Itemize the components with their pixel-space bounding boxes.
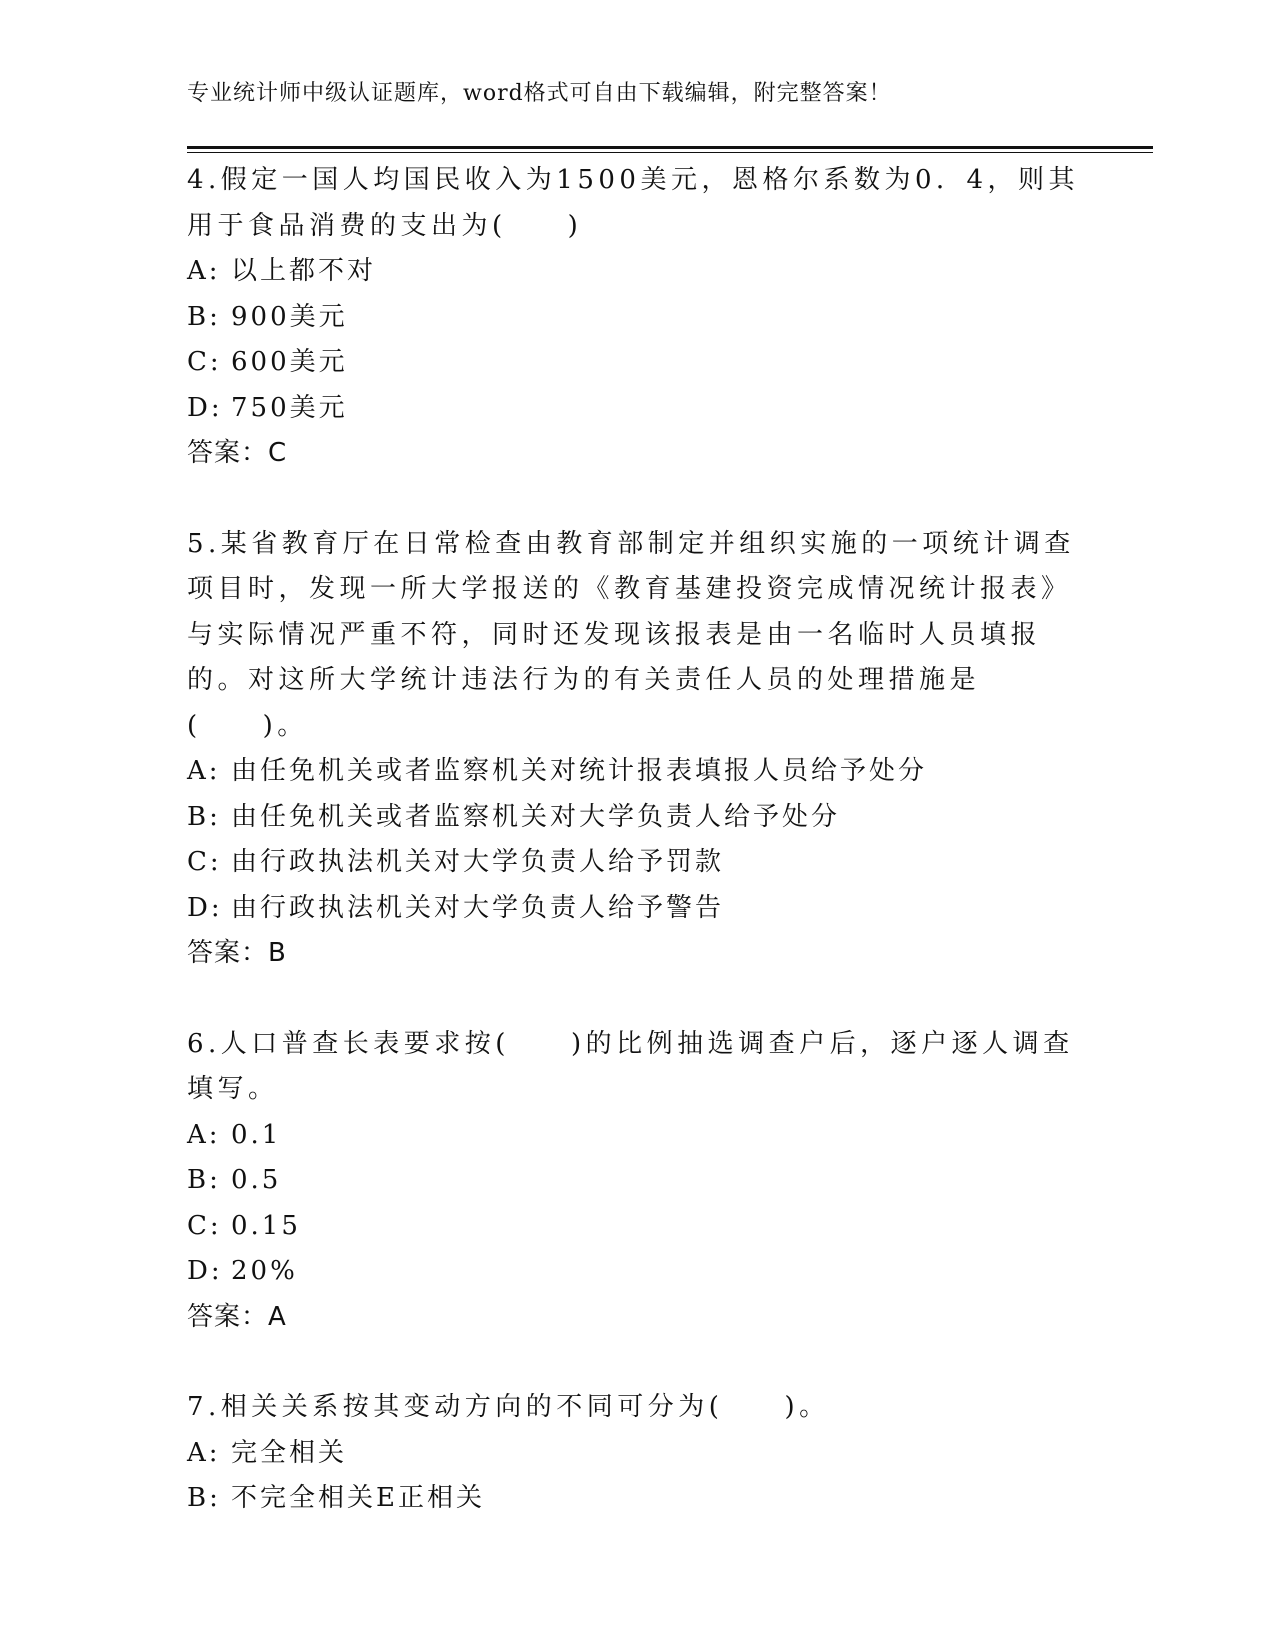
option-key: A: <box>187 756 221 786</box>
option-text: 750美元 <box>231 392 348 423</box>
question-stem: 7.相关关系按其变动方向的不同可分为( )。 <box>187 1392 830 1422</box>
answer-line: 答案：B <box>187 938 287 968</box>
header-rule-thin <box>187 152 1153 153</box>
option-c <box>187 340 1087 386</box>
option-text: 0.1 <box>231 1119 282 1150</box>
option-text: 600美元 <box>231 347 348 377</box>
option-text: 完全相关 <box>231 1437 348 1468</box>
option-a <box>187 1431 1087 1477</box>
answer-line: 答案：C <box>187 438 288 468</box>
option-text: 不完全相关E正相关 <box>231 1483 485 1513</box>
option-key: A: <box>187 1437 221 1468</box>
option-text: 由任免机关或者监察机关对大学负责人给予处分 <box>231 801 841 832</box>
answer-line: 答案：A <box>187 1301 287 1332</box>
option-key: C: <box>187 1210 222 1241</box>
option-c <box>187 1204 1087 1250</box>
option-text: 以上都不对 <box>231 256 377 286</box>
question-stem: 5.某省教育厅在日常检查由教育部制定并组织实施的一项统计调查项目时，发现一所大学报送的《教育基建投资完成情况统计报表》与实际情况严重不符，同时还发现该报表是由一名临时人员填报的。对这所大学统计违法行为的有关责任人员的处理措施是( )。 <box>187 528 1075 741</box>
option-key: A: <box>187 256 221 286</box>
option-d <box>187 386 1087 432</box>
option-key: C: <box>187 847 222 877</box>
option-text: 900美元 <box>231 301 348 332</box>
option-d <box>187 1249 1087 1295</box>
option-text: 由行政执法机关对大学负责人给予罚款 <box>231 847 725 877</box>
option-text: 0.5 <box>231 1165 282 1195</box>
option-a <box>187 249 1087 295</box>
question-6 <box>187 1022 1087 1341</box>
option-key: B: <box>187 801 221 832</box>
option-key: D: <box>187 392 223 423</box>
question-stem: 4.假定一国人均国民收入为1500美元，恩格尔系数为0．4，则其用于食品消费的支出为( ) <box>187 165 1080 241</box>
header-rule-thick <box>187 146 1153 149</box>
option-key: B: <box>187 301 221 332</box>
option-a <box>187 749 1087 795</box>
option-key: B: <box>187 1165 221 1195</box>
option-b <box>187 1158 1087 1204</box>
option-a <box>187 1113 1087 1159</box>
option-text: 0.15 <box>231 1210 301 1241</box>
option-key: D: <box>187 892 223 923</box>
option-text: 由行政执法机关对大学负责人给予警告 <box>231 892 725 923</box>
option-text: 由任免机关或者监察机关对统计报表填报人员给予处分 <box>231 756 928 786</box>
question-stem: 6.人口普查长表要求按( )的比例抽选调查户后，逐户逐人调查填写。 <box>187 1028 1074 1104</box>
option-key: D: <box>187 1256 223 1286</box>
question-7 <box>187 1385 1087 1522</box>
option-b <box>187 1476 1087 1522</box>
option-text: 20% <box>231 1256 298 1286</box>
option-d <box>187 886 1087 932</box>
option-key: A: <box>187 1119 221 1150</box>
question-4 <box>187 158 1087 477</box>
option-key: C: <box>187 347 222 377</box>
option-b <box>187 795 1087 841</box>
option-c <box>187 840 1087 886</box>
option-key: B: <box>187 1483 221 1513</box>
page-header: 专业统计师中级认证题库，word格式可自由下载编辑，附完整答案！ <box>187 81 892 106</box>
question-list <box>187 158 1087 1567</box>
option-b <box>187 295 1087 341</box>
question-5 <box>187 522 1087 977</box>
